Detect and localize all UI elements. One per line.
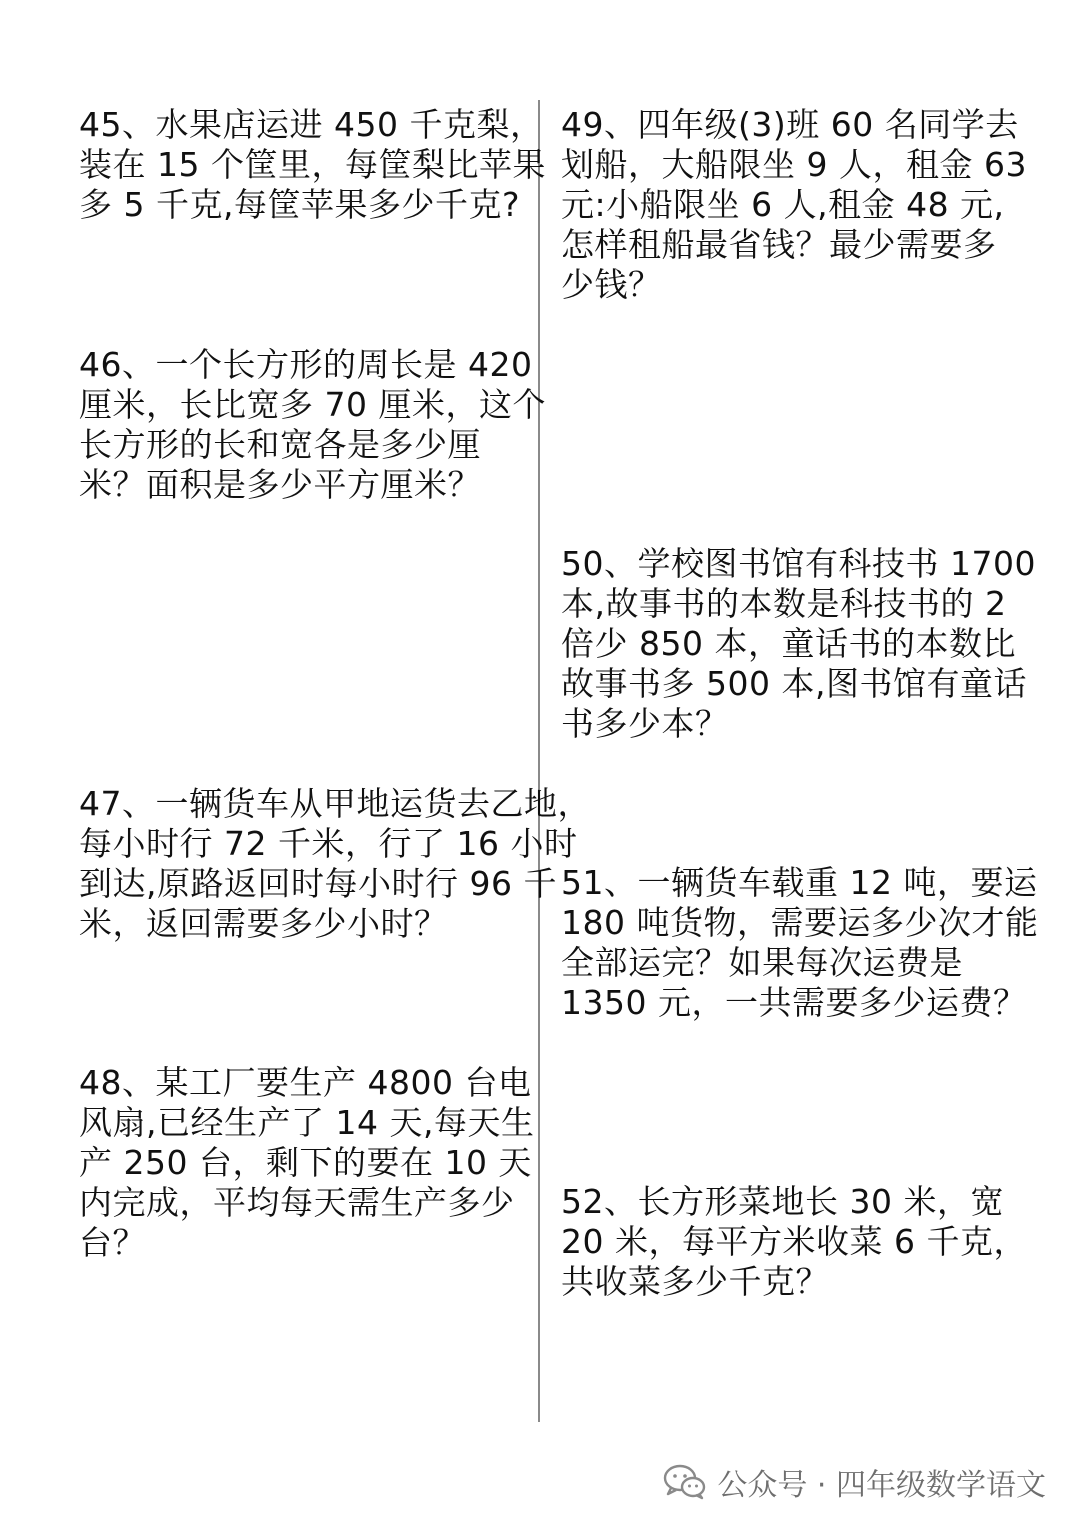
problem-line: 20 米，每平方米收菜 6 千克， xyxy=(561,1222,1027,1261)
column-divider xyxy=(538,100,540,1422)
problem-49 xyxy=(561,105,1027,305)
problem-line: 长方形的长和宽各是多少厘 xyxy=(79,425,481,464)
problem-48 xyxy=(79,1063,534,1263)
problem-line: 米，返回需要多少小时？ xyxy=(79,904,448,943)
problem-line: 少钱？ xyxy=(561,265,662,304)
problem-line: 49、四年级(3)班 60 名同学去 xyxy=(561,105,1019,144)
problem-line: 米？面积是多少平方厘米？ xyxy=(79,465,481,504)
problem-line: 厘米，长比宽多 70 厘米，这个 xyxy=(79,385,546,424)
problem-line: 内完成，平均每天需生产多少 xyxy=(79,1183,515,1222)
problem-line: 装在 15 个筐里，每筐梨比苹果 xyxy=(79,145,546,184)
problem-line: 书多少本？ xyxy=(561,704,729,743)
problem-50 xyxy=(561,544,1036,744)
problem-line: 47、一辆货车从甲地运货去乙地， xyxy=(79,784,591,823)
problem-line: 元:小船限坐 6 人,租金 48 元, xyxy=(561,185,1005,224)
problem-line: 到达,原路返回时每小时行 96 千 xyxy=(79,864,557,903)
problem-line: 倍少 850 本，童话书的本数比 xyxy=(561,624,1016,663)
problem-51 xyxy=(561,863,1038,1023)
problem-line: 本,故事书的本数是科技书的 2 xyxy=(561,584,1007,623)
footer-text: 公众号 · 四年级数学语文 xyxy=(717,1468,1046,1503)
problem-line: 怎样租船最省钱？最少需要多 xyxy=(561,225,997,264)
problem-line: 台？ xyxy=(79,1223,146,1262)
problem-line: 全部运完？如果每次运费是 xyxy=(561,943,963,982)
problem-line: 故事书多 500 本,图书馆有童话 xyxy=(561,664,1027,703)
problem-45 xyxy=(79,105,546,225)
problem-line: 52、长方形菜地长 30 米，宽 xyxy=(561,1182,1004,1221)
problem-47 xyxy=(79,784,591,944)
problem-line: 每小时行 72 千米，行了 16 小时 xyxy=(79,824,578,863)
wechat-icon xyxy=(663,1463,707,1501)
problem-52 xyxy=(561,1182,1027,1302)
problem-line: 风扇,已经生产了 14 天,每天生 xyxy=(79,1103,535,1142)
problem-line: 多 5 千克,每筐苹果多少千克? xyxy=(79,185,520,224)
problem-line: 划船，大船限坐 9 人，租金 63 xyxy=(561,145,1027,184)
footer-watermark xyxy=(663,1460,1046,1504)
problem-line: 180 吨货物，需要运多少次才能 xyxy=(561,903,1039,942)
problem-line: 50、学校图书馆有科技书 1700 xyxy=(561,544,1036,583)
problem-line: 48、某工厂要生产 4800 台电 xyxy=(79,1063,532,1102)
problem-line: 共收菜多少千克？ xyxy=(561,1262,829,1301)
problem-line: 产 250 台，剩下的要在 10 天 xyxy=(79,1143,532,1182)
problem-line: 45、水果店运进 450 千克梨， xyxy=(79,105,544,144)
problem-46 xyxy=(79,345,546,505)
problem-line: 51、一辆货车载重 12 吨，要运 xyxy=(561,863,1038,902)
problem-line: 1350 元，一共需要多少运费？ xyxy=(561,983,1027,1022)
problem-line: 46、一个长方形的周长是 420 xyxy=(79,345,533,384)
